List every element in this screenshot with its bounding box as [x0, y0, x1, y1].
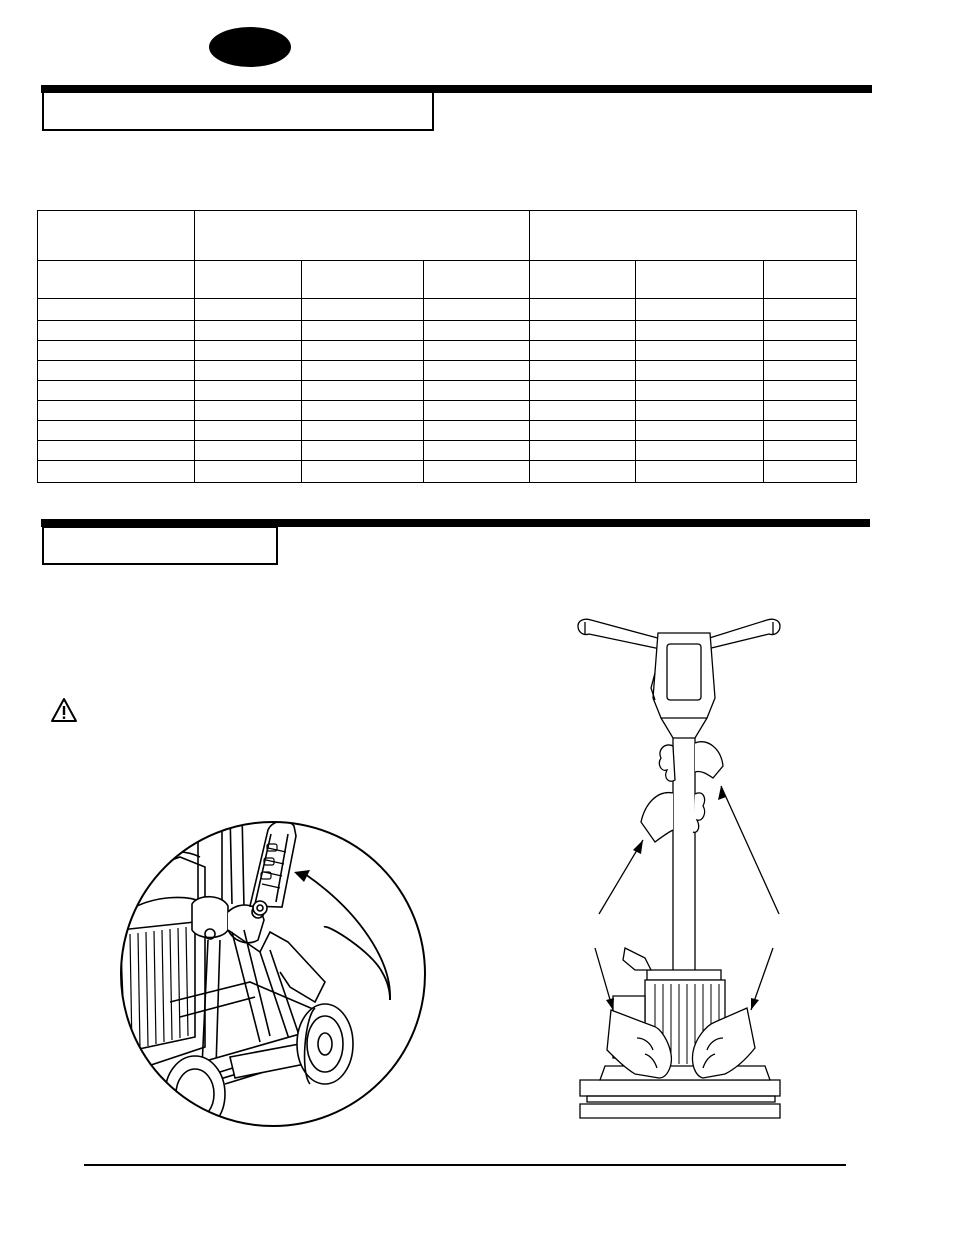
warning-triangle-icon	[50, 697, 78, 723]
table-cell	[38, 321, 195, 341]
table-cell	[424, 441, 530, 461]
table-cell	[302, 421, 424, 441]
table-cell	[302, 381, 424, 401]
table-cell	[424, 341, 530, 361]
table-cell	[530, 381, 636, 401]
table-cell	[636, 361, 764, 381]
table-cell	[636, 299, 764, 321]
table-subheader-cell	[424, 261, 530, 299]
table-cell	[530, 421, 636, 441]
table-cell	[195, 299, 302, 321]
table-cell	[530, 461, 636, 483]
table-subheader-cell	[195, 261, 302, 299]
table-cell	[764, 421, 857, 441]
table-cell	[38, 361, 195, 381]
spec-table	[37, 210, 857, 483]
table-subheader-cell	[530, 261, 636, 299]
table-cell	[195, 401, 302, 421]
table-cell	[764, 321, 857, 341]
table-subheader-cell	[38, 261, 195, 299]
table-row	[38, 441, 857, 461]
table-cell	[764, 299, 857, 321]
table-cell	[636, 441, 764, 461]
section-title-box-specifications	[42, 91, 434, 131]
table-row	[38, 401, 857, 421]
table-cell	[195, 321, 302, 341]
table-cell	[195, 441, 302, 461]
table-cell	[530, 299, 636, 321]
table-cell	[302, 341, 424, 361]
table-row	[38, 321, 857, 341]
table-cell	[530, 341, 636, 361]
table-subheader-row	[38, 261, 857, 299]
table-cell	[636, 401, 764, 421]
table-row	[38, 299, 857, 321]
table-cell	[38, 461, 195, 483]
table-cell	[424, 321, 530, 341]
table-cell	[530, 401, 636, 421]
table-header-cell	[38, 211, 195, 261]
table-cell	[38, 421, 195, 441]
table-cell	[636, 461, 764, 483]
footer-rule	[84, 1164, 846, 1166]
section-title-box-transport	[42, 526, 278, 565]
table-cell	[38, 341, 195, 361]
table-cell	[764, 441, 857, 461]
table-cell	[38, 401, 195, 421]
table-cell	[38, 441, 195, 461]
table-subheader-cell	[764, 261, 857, 299]
table-header-row	[38, 211, 857, 261]
language-badge	[209, 27, 291, 67]
table-cell	[424, 381, 530, 401]
table-cell	[636, 341, 764, 361]
table-row	[38, 381, 857, 401]
table-cell	[636, 321, 764, 341]
table-cell	[424, 361, 530, 381]
table-cell	[424, 401, 530, 421]
table-cell	[764, 381, 857, 401]
table-cell	[764, 461, 857, 483]
table-cell	[302, 299, 424, 321]
table-cell	[530, 361, 636, 381]
table-cell	[302, 441, 424, 461]
table-row	[38, 341, 857, 361]
table-cell	[636, 381, 764, 401]
table-cell	[424, 461, 530, 483]
table-cell	[530, 441, 636, 461]
table-row	[38, 461, 857, 483]
table-subheader-cell	[302, 261, 424, 299]
table-cell	[302, 321, 424, 341]
table-cell	[38, 381, 195, 401]
table-header-cell	[195, 211, 530, 261]
table-cell	[195, 381, 302, 401]
table-row	[38, 361, 857, 381]
table-header-cell	[530, 211, 857, 261]
table-cell	[764, 401, 857, 421]
table-cell	[195, 341, 302, 361]
table-cell	[424, 421, 530, 441]
table-cell	[302, 461, 424, 483]
table-subheader-cell	[636, 261, 764, 299]
table-cell	[424, 299, 530, 321]
table-cell	[636, 421, 764, 441]
table-cell	[302, 361, 424, 381]
table-cell	[38, 299, 195, 321]
table-cell	[764, 361, 857, 381]
two-person-lift-illustration	[575, 618, 790, 1123]
table-cell	[530, 321, 636, 341]
table-row	[38, 421, 857, 441]
handle-release-lever-illustration	[110, 812, 435, 1130]
table-cell	[764, 341, 857, 361]
table-cell	[195, 361, 302, 381]
table-cell	[302, 401, 424, 421]
table-cell	[195, 461, 302, 483]
table-cell	[195, 421, 302, 441]
